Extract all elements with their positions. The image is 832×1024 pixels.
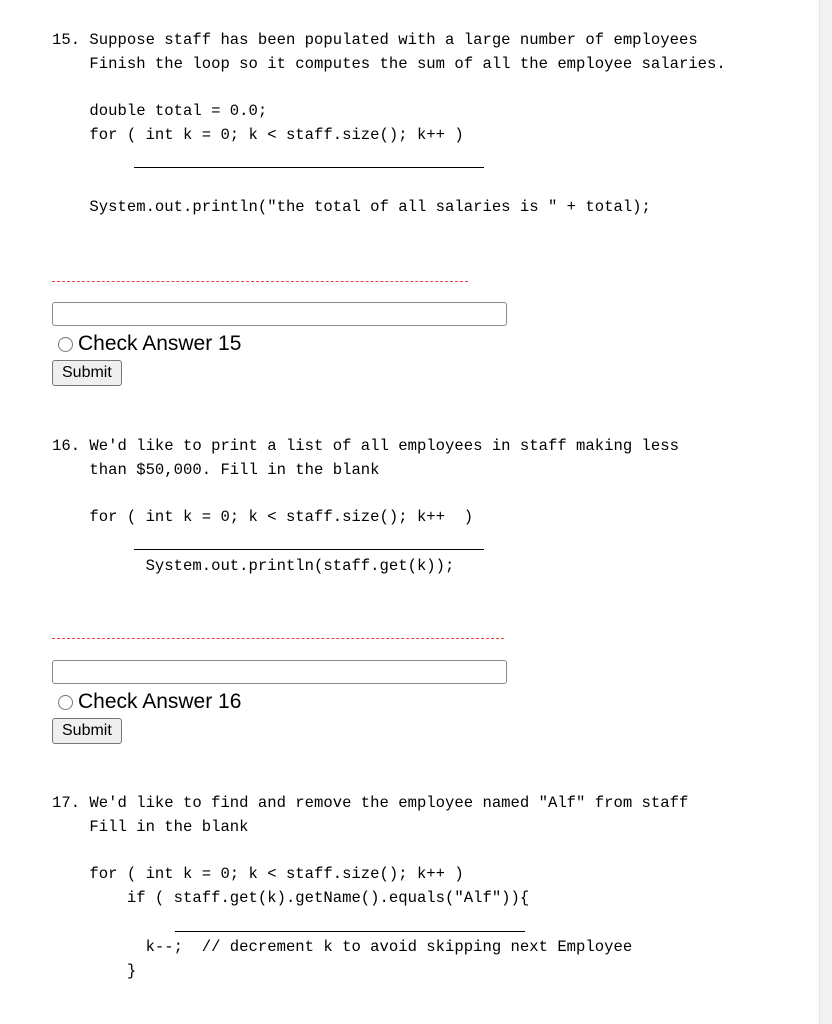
question-15-prompt: 15. Suppose staff has been populated with a large number of employees Finish the loop so it computes the sum of all the employee salaries.	[52, 31, 726, 73]
question-15-separator	[52, 281, 468, 282]
question-16-prompt: 16. We'd like to print a list of all employees in staff making less than $50,000. Fill in the blank	[52, 437, 679, 479]
question-16-submit-button[interactable]: Submit	[52, 718, 122, 744]
check-answer-15-radio[interactable]	[58, 337, 73, 352]
question-17-code-after: k--; // decrement k to avoid skipping next Employee }	[126, 938, 633, 980]
question-15-check-answer[interactable]	[58, 332, 241, 356]
question-15-code-blank	[134, 167, 484, 168]
question-16-separator	[52, 638, 504, 639]
question-16-answer-input[interactable]	[52, 660, 507, 684]
question-17-code-blank	[175, 931, 525, 932]
question-15-submit-button[interactable]: Submit	[52, 360, 122, 386]
question-15-code-after: System.out.println("the total of all salaries is " + total);	[52, 198, 651, 216]
question-15-code-before: double total = 0.0; for ( int k = 0; k < staff.size(); k++ )	[89, 102, 464, 144]
check-answer-16-radio[interactable]	[58, 695, 73, 710]
question-16-check-answer[interactable]	[58, 690, 241, 714]
check-answer-15-label: Check Answer 15	[78, 332, 242, 355]
question-16-code-before: for ( int k = 0; k < staff.size(); k++ )	[52, 508, 474, 526]
question-15-answer-input[interactable]	[52, 302, 507, 326]
question-17-prompt: 17. We'd like to find and remove the employee named "Alf" from staff Fill in the blank	[52, 794, 689, 836]
question-17-code-before: for ( int k = 0; k < staff.size(); k++ ) if ( staff.get(k).getName().equals("Alf")){	[89, 865, 530, 907]
question-16-code-after: System.out.println(staff.get(k));	[52, 557, 455, 575]
question-16-code-blank	[134, 549, 484, 550]
check-answer-16-label: Check Answer 16	[78, 690, 242, 713]
vertical-scrollbar[interactable]	[819, 0, 832, 1024]
